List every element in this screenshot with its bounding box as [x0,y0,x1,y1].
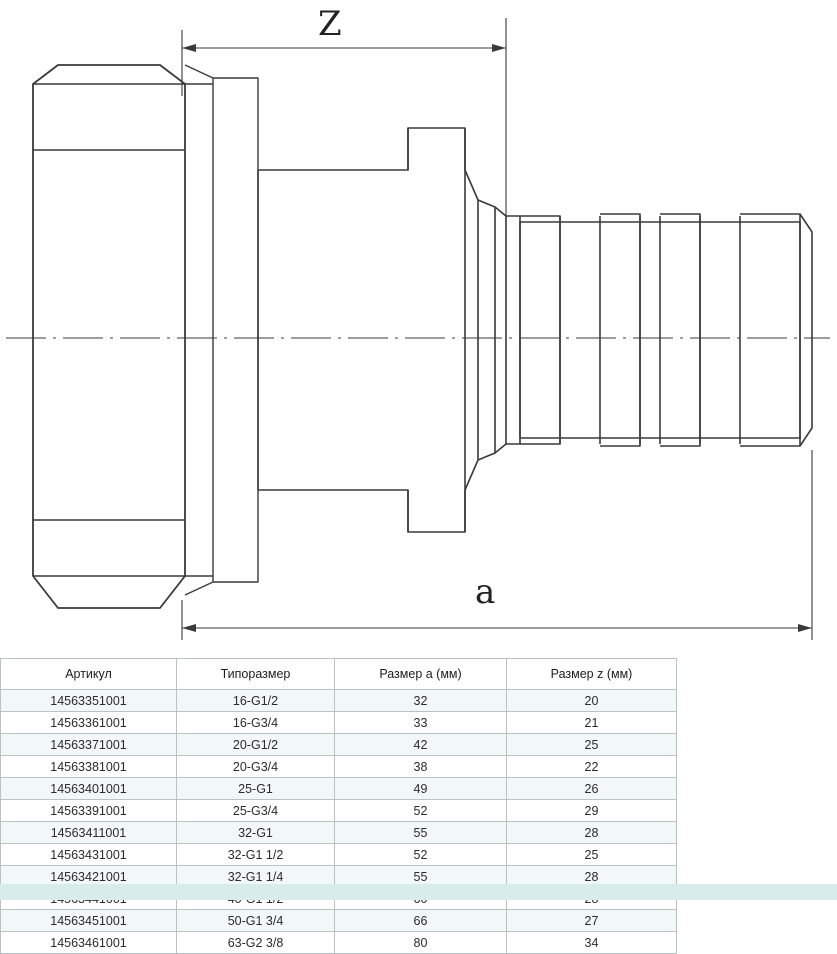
table-row [1,822,677,844]
cell-z: 26 [507,778,677,800]
cell-article: 14563461001 [1,932,177,954]
body-lower-outline [258,490,465,532]
cell-a: 66 [335,910,507,932]
column-header-size: Типоразмер [177,659,335,690]
cone-step-2 [495,207,506,453]
table-row [1,910,677,932]
table-row [1,734,677,756]
cell-article: 14563411001 [1,822,177,844]
body-upper-outline [258,128,465,170]
cell-z: 29 [507,800,677,822]
cell-a: 55 [335,866,507,888]
cell-z: 20 [507,690,677,712]
cell-a: 55 [335,822,507,844]
cell-article: 14563401001 [1,778,177,800]
barb-profile-1 [520,216,560,444]
cell-size: 32-G1 1/2 [177,844,335,866]
cell-size: 25-G1 [177,778,335,800]
cell-size: 32-G1 [177,822,335,844]
cell-z: 22 [507,756,677,778]
table-row [1,778,677,800]
cell-article: 14563431001 [1,844,177,866]
table-header-row [1,659,677,690]
cell-size: 50-G1 3/4 [177,910,335,932]
cell-article: 14563421001 [1,866,177,888]
table-row [1,690,677,712]
cell-z: 25 [507,734,677,756]
column-header-dimension-a: Размер a (мм) [335,659,507,690]
column-header-article: Артикул [1,659,177,690]
z-arrow-left [182,44,196,52]
nut-collar [185,65,213,595]
cell-size: 20-G1/2 [177,734,335,756]
dimension-label-a: a [475,572,496,612]
a-arrow-left [182,624,196,632]
a-arrow-right [798,624,812,632]
cell-article: 14563371001 [1,734,177,756]
nipple-end-chamfer [800,214,812,446]
barb-profile-4 [740,214,800,446]
cell-z: 25 [507,844,677,866]
cell-z: 28 [507,866,677,888]
table-row [1,800,677,822]
cone-step [478,200,495,460]
bottom-accent-bar [0,884,837,900]
body-cone [465,170,478,490]
cell-size: 25-G3/4 [177,800,335,822]
nut-seat [213,78,258,582]
specification-table [0,658,677,954]
column-header-dimension-z: Размер z (мм) [507,659,677,690]
table-row [1,712,677,734]
cell-size: 16-G1/2 [177,690,335,712]
cell-a: 49 [335,778,507,800]
cell-article: 14563381001 [1,756,177,778]
cell-a: 80 [335,932,507,954]
cell-z: 21 [507,712,677,734]
cell-a: 33 [335,712,507,734]
barb-profile-3 [660,214,700,446]
cell-a: 52 [335,844,507,866]
cell-article: 14563391001 [1,800,177,822]
table-row [1,756,677,778]
specification-table-wrap [0,658,676,954]
cell-z: 34 [507,932,677,954]
cell-a: 52 [335,800,507,822]
cell-a: 38 [335,756,507,778]
cell-size: 20-G3/4 [177,756,335,778]
z-arrow-right [492,44,506,52]
union-nut-body [33,65,185,608]
cell-z: 28 [507,822,677,844]
table-row [1,844,677,866]
cell-article: 14563351001 [1,690,177,712]
cell-a: 42 [335,734,507,756]
table-row [1,932,677,954]
cell-size: 63-G2 3/8 [177,932,335,954]
cell-article: 14563361001 [1,712,177,734]
barb-profile-2 [600,214,640,446]
cell-a: 32 [335,690,507,712]
dimension-label-z: Z [318,4,342,44]
sleeve-collar [506,216,520,444]
cell-article: 14563451001 [1,910,177,932]
cell-size: 16-G3/4 [177,712,335,734]
dimension-a [182,450,812,640]
cell-z: 27 [507,910,677,932]
dimension-z [182,18,506,222]
cell-size: 32-G1 1/4 [177,866,335,888]
